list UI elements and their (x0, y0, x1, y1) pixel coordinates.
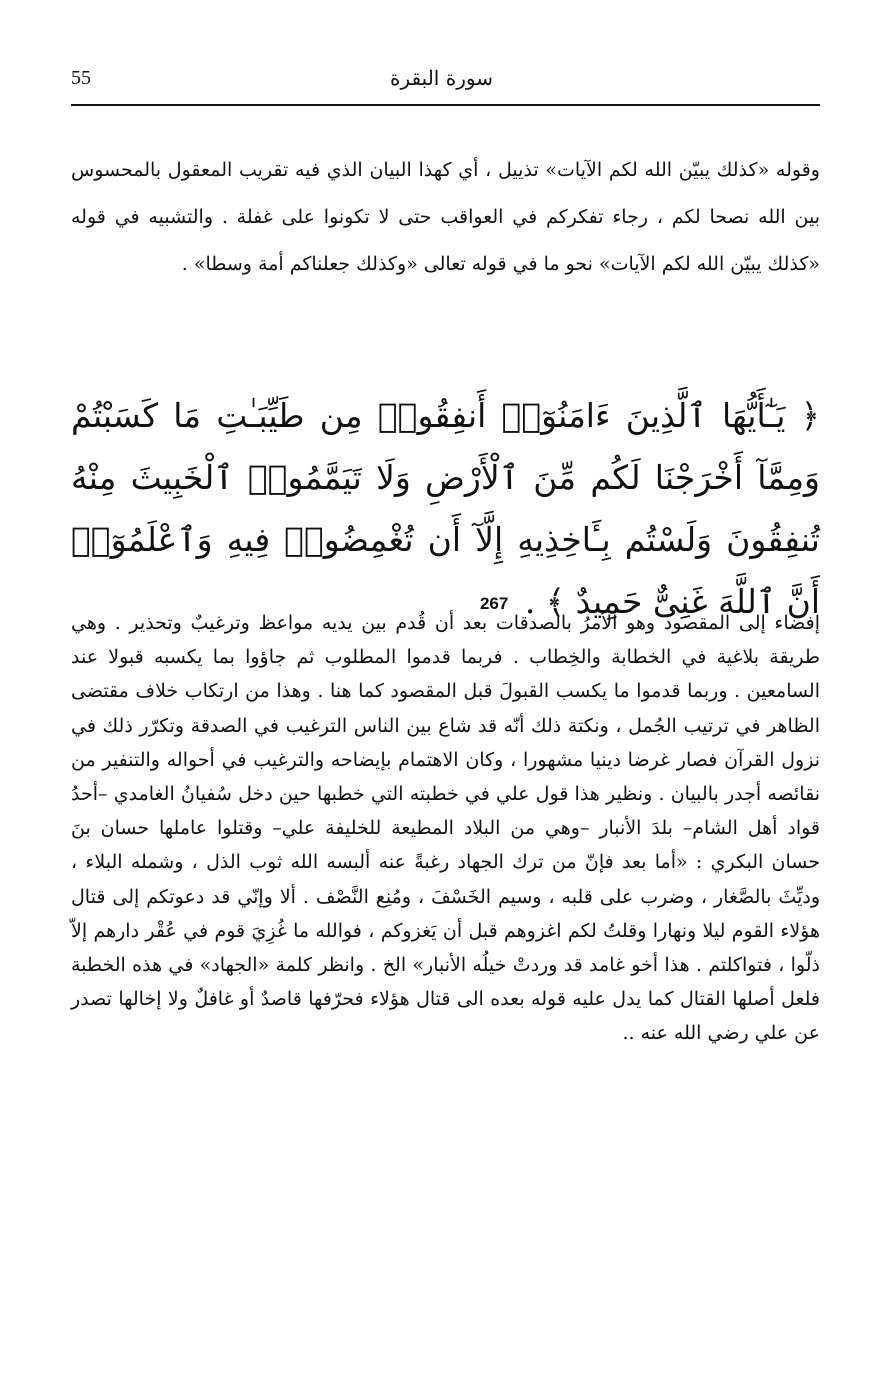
verse-number: 267 (479, 594, 509, 613)
commentary-paragraph-2: إفضاء إلى المقصود وهو الأمرُ بالصدقات بعد أن قُدم بين يديه مواعظ وترغيبٌ وتحذير . وهي طريقة بلاغية في الخطابة والخِطاب . فربما قدموا المطلوب ثم جاؤوا بما يكسبه قبولا عند السامعين . وربما قدموا ما يكسب القبولَ قبل المقصود كما هنا . وهذا من ارتكاب خلاف مقتضى الظاهر في ترتيب الجُمل ، ونكتة ذلك أنّه قد شاع بين الناس الترغيب في الصدقة وتكرّر ذلك في نزول القرآن فصار غرضا دينيا مشهورا ، وكان الاهتمام بإيضاحه والترغيب في أحواله والتنفير من نقائصه أجدر بالبيان . ونظير هذا قول علي في خطبته التي خطبها حين دخل سُفيانُ الغامدي –أحدُ قواد أهل الشام– بلدَ الأنبار –وهي من البلاد المطيعة للخليفة علي– وقتلوا عاملها حسان بنَ حسان البكري : «أما بعد فإنّ من ترك الجهاد رغبةً عنه ألبسه الله ثوب الذل ، وشمله البلاء ، وديِّثَ بالصَّغار ، وضرب على قلبه ، وسيم الخَسْفَ ، ومُنِع النَّصْف . ألا وإنّي قد دعوتكم إلى قتال هؤلاء القوم ليلا ونهارا وقلتُ لكم اغزوهم قبل أن يَغزوكم ، فوالله ما غُزِيَ قوم في عُقْر دارهم إلاّ ذلّوا ، فتواكلتم . هذا أخو غامد قد وردتْ خيلُه الأنبار» الخ . وانظر كلمة «الجهاد» في هذه الخطبة فلعل أصلها القتال كما يدل عليه قوله بعده الى قتال هؤلاء فحرّفها قاصدٌ أو غافلٌ ولا إخالها تصدر عن علي رضي الله عنه .. (71, 612, 820, 1045)
verse-text: ﴿ يَـٰٓأَيُّهَا ٱلَّذِينَ ءَامَنُوٓا۟ أَنفِقُوا۟ مِن طَيِّبَـٰتِ مَا كَسَبْتُمْ وَمِمَّآ أَخْرَجْنَا لَكُم مِّنَ ٱلْأَرْضِ وَلَا تَيَمَّمُوا۟ ٱلْخَبِيثَ مِنْهُ تُنفِقُونَ وَلَسْتُم بِـَٔاخِذِيهِ إِلَّآ أَن تُغْمِضُوا۟ فِيهِ وَٱعْلَمُوٓا۟ أَنَّ ٱللَّهَ غَنِىٌّ حَمِيدٌ ﴾ . (71, 396, 820, 621)
page-number: 55 (71, 67, 91, 89)
running-title: سورة البقرة (390, 66, 493, 90)
header-rule (71, 104, 820, 106)
commentary-paragraph-1: وقوله «كذلك يبيّن الله لكم الآيات» تذييل ، أي كهذا البيان الذي فيه تقريب المعقول بالمحسوس بين الله نصحا لكم ، رجاء تفكركم في العواقب حتى لا تكونوا على غفلة . والتشبيه في قوله «كذلك يبيّن الله لكم الآيات» نحو ما في قوله تعالى «وكذلك جعلناكم أمة وسطا» . (71, 159, 820, 275)
quran-verse (71, 385, 820, 635)
